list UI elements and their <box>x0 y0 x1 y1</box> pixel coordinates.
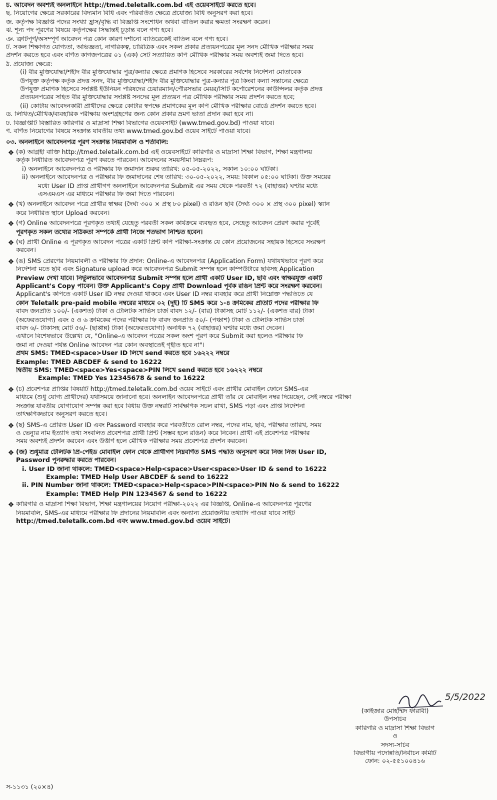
rule-c-line: পূরণকৃত সকল তথ্যের সঠিকতা সম্পর্কে প্রার্থী নিজে শতভাগ নিশ্চিত হবেন। <box>16 228 203 236</box>
rule-e <box>6 258 491 384</box>
rule-f-line: তাৎক্ষণিকভাবে অনুসরণ করতে হবে। <box>16 411 107 419</box>
rule-e-line: Applicant's কপিতে একটি User ID নম্বর দেওয়া থাকবে এবং User ID নম্বর ব্যবহার করে প্রার্থী নিম্নোক্ত পদ্ধতিতে যে <box>16 291 313 299</box>
rule-d-line: (ঘ) প্রার্থী Online এ পূরণকৃত আবেদন পত্রের একটি প্রিন্ট কপি পরীক্ষা-সংক্রান্ত যে কোন প্রয়োজনের সহায়ক হিসেবে সংরক্ষণ <box>16 238 326 246</box>
condition-line: চ. আবেদন অবশ্যই অনলাইনে http://tmed.teletalk.com.bd এই ওয়েবসাইটে করতে হবে। <box>6 2 256 9</box>
rule-e-line: Preview দেখা যাবে। নির্ভুলভাবে আবেদনপত্র Submit সম্পন্ন হলে প্রার্থী একটি User ID, ছবি এবং স্বাক্ষরযুক্ত একটি <box>16 274 323 282</box>
rule-b <box>6 201 491 218</box>
freedom-fighter-line: উপযুক্ত প্রমাণক হিসেবে সংশ্লিষ্ট ইউনিয়ন পরিষদের চেয়ারম্যান/পৌরসভার মেয়র/সিটি কর্পোরেশনের কাউন্সিলর কর্তৃক প্রদত্ত <box>20 86 323 94</box>
pin-recovery-instruction: ii. PIN Number জানা থাকলে: TMED<space>Help<space>PIN<space>PIN No & send to 16222 <box>22 482 340 490</box>
rule-f-line: মাধ্যমে (শুধু যোগ্য প্রার্থীদের) যথাসময়ে জানানো হবে। অনলাইন আবেদনপত্রে প্রার্থী তাঁর যে মোবাইল নম্বর দিয়েছেন, সেই নম্বরে পরীক্ষা <box>16 394 352 402</box>
rule-e-line: জমা না দেওয়া পর্যন্ত Online আবেদন পত্র কোন অবস্থাতেই গৃহীত হবে না"। <box>16 341 205 349</box>
final-note-line: নিয়মাবলি, SMS-এর মাধ্যমে পরীক্ষার ফি প্রদানের নিয়মাবলি এবং অন্যান্য প্রয়োজনীয় তথ্যাদি পাওয়া যাবে সাইট <box>16 509 295 517</box>
bullet-icon: ❖ <box>7 148 15 157</box>
rule-b-line: (খ) অনলাইনে আবেদন পত্রে প্রার্থীর স্বাক্ষর (দৈর্ঘ্য ৩০০ × প্রস্থ ৮০ pixel) ও রঙিন ছবি (দৈর্ঘ্য ৩০০ × প্রস্থ ৩০০ pixel) স্ক্যান <box>16 201 330 209</box>
signature-date: 5/5/2022 <box>445 693 486 703</box>
rule-g-line: (ছ) SMS-এ প্রেরিত User ID এবং Password ব্যবহার করে পরবর্তীতে রোল নম্বর, পদের নাম, ছবি, পরীক্ষার তারিখ, সময় <box>16 421 322 429</box>
condition-line: প্রদর্শন করতে হবে এবং বর্ণিত কাগজপত্রের ০১ (এক) সেট সত্যায়িত কপি মৌখিক পরীক্ষার সময় অবশ্যই জমা দিতে হবে। <box>6 52 304 60</box>
bullet-icon: ❖ <box>7 421 15 430</box>
rule-c <box>6 220 491 237</box>
rule-e-line: (ঙ) SMS প্রেরণের নিয়মাবলী ও পরীক্ষার ফি প্রদান: Online-এ আবেদনপত্র (Application Form) যথাযথভাবে পূরণ করে <box>16 257 324 265</box>
rule-f <box>6 386 491 420</box>
rule-h <box>6 449 491 499</box>
rule-f-line: (চ) প্রবেশপত্র প্রাপ্তির বিষয়টি http://tmed.teletalk.com.bd ওয়েব সাইটে এবং প্রার্থীর মোবাইল ফোনে SMS-এর <box>16 385 309 393</box>
rule-a-line: i) অনলাইনে আবেদনপত্র ও পরীক্ষার ফি জমাদান শুরুর তারিখ: ০৫-০৫-২০২২, সকাল ১০:০০ ঘটিকা। <box>22 165 278 173</box>
rule-e-line: কোন Teletalk pre-paid mobile নম্বরের মাধ্যমে ০২ (দুই) টি SMS করে ১-৪ ক্রমিকের প্রতিটি পদের পরীক্ষার ফি <box>16 299 319 307</box>
rule-e-line: Applicant's Copy পাবেন। উক্ত Applicant's Copy প্রার্থী Download পূর্বক রঙিন প্রিন্ট করে সংরক্ষণ করবেন। <box>16 283 322 290</box>
rule-e-line: বাবদ জনপ্রতি ১০০/- (একশত) টাকা ও টেলিটক সার্ভিস চার্জ বাবদ ১২/- (বার) টাকাসহ মোট ১১২/- (একশত বার) টাকা <box>16 308 315 316</box>
user-id-recovery-example: Example: TMED Help User ABCDEF & send to 16222 <box>46 473 229 481</box>
sms-second-instruction: দ্বিতীয় SMS: TMED<space>Yes<space>PIN লিখে send করতে হবে ১৬২২২ নম্বরে <box>16 367 263 375</box>
sms-second-example: Example: TMED Yes 12345678 & send to 16222 <box>38 375 205 383</box>
condition-line: ঠ. প্রযোজ্য ক্ষেত্রে: <box>6 60 53 68</box>
bullet-icon: ❖ <box>7 501 15 510</box>
rule-a-line: (ক) আগ্রহী বাক্তি http://tmed.teletalk.com.bd এই ওয়েবসাইটে কারিগরি ও মাদ্রাসা শিক্ষা বিভাগ, শিক্ষা মন্ত্রণালয় <box>16 148 312 156</box>
signatory-member-secretary: সদস্য-সচিব <box>380 741 410 749</box>
user-id-recovery-instruction: i. User ID জানা থাকলে: TMED<space>Help<space>User<space>User ID & send to 16222 <box>22 465 327 473</box>
pin-recovery-example: Example: TMED Help PIN 1234567 & send to 16222 <box>46 490 228 498</box>
footer-code: স-১১৩১ (২০×৪) <box>6 784 54 791</box>
rule-d-line: করবেন। <box>16 247 36 255</box>
rule-f-line: সংক্রান্ত যাবতীয় যোগাযোগ সম্পন্ন করা হবে বিধায় উক্ত নম্বরটি সার্বক্ষণিক সচল রাখা, SMS পড়া এবং প্রাপ্ত নির্দেশনা <box>16 402 305 410</box>
rule-d <box>6 239 491 256</box>
signatory-name: (কাইজার মোহাম্মদ ফারাবী) <box>361 708 429 715</box>
condition-line: ঢ. বিজ্ঞপ্তিটি বিস্তারিত কারিগরি ও মাদ্রাসা শিক্ষা বিভাগের ওয়েবসাইট (www.tmed.gov.bd) পাওয়া যাবে। <box>6 119 275 127</box>
condition-line: জ. কর্তৃপক্ষ বিজ্ঞপ্তি পদের সংখ্যা হ্রাস/বৃদ্ধি বা বিজ্ঞপ্তি সংশোধন অথবা বাতিল করার ক্ষমতা সংরক্ষণ করেন। <box>6 18 271 26</box>
rule-g-line: ও ভেন্যুর নাম ইত্যাদি তথ্য সংবলিত প্রবেশপত্র প্রার্থী প্রিন্ট (সম্ভব হলে রঙিন) করে নিবেন। প্রার্থী এই প্রবেশপত্র পরীক্ষার <box>16 429 310 437</box>
rule-g-line: সময় অবশ্যই প্রদর্শন করবেন এবং উত্তীর্ণ হলে মৌখিক পরীক্ষার সময় প্রবেশপত্র প্রদর্শন করবেন। <box>16 438 248 446</box>
freedom-fighter-line: (i) বীর মুক্তিযোদ্ধা/শহীদ বীর মুক্তিযোদ্ধার পুত্র/কন্যার ক্ষেত্রে প্রমাণক হিসেবে সরকারের সর্বশেষ নির্দেশনা মোতাবেক <box>20 69 302 77</box>
bullet-icon: ❖ <box>7 385 15 394</box>
rule-e-line: (অফেরতযোগ্য) এবং ৫ ও ৬ ক্রমিকের পদের পরীক্ষার ফি বাবদ জনপ্রতি ৫০/- (পঞ্চাশ) টাকা ও টেলিটক সার্ভিস চার্জ <box>16 316 304 324</box>
rule-h-line: (জ) শুধুমাত্র টেলিটক প্রি-পেইড মোবাইল ফোন থেকে প্রার্থীগণ নিম্নবর্ণিত SMS পদ্ধতি অনুসরণ করে নিজ নিজ User ID, <box>16 448 327 456</box>
condition-line: ট. সকল শিক্ষাগত যোগ্যতা, অভিজ্ঞতা, নাগরিকত্ব, চারিত্রিক এবং সকল প্রকার প্রত্যয়নপত্রের মূল সনদ মৌখিক পরীক্ষার সময় <box>6 44 314 52</box>
rule-h-line: Password পুনরুদ্ধার করতে পারবেন। <box>16 457 117 465</box>
rule-g <box>6 422 491 447</box>
bullet-icon: ❖ <box>7 238 15 247</box>
bullet-icon: ❖ <box>7 448 15 457</box>
rule-e-line: বাবদ ৬/- টাকাসহ মোট ৫৬/- (ছাপ্পান্ন) টাকা (অফেরতযোগ্য) অনধিক ৭২ (বাহাত্তর) ঘণ্টার মধ্যে জমা দেবেন। <box>16 325 284 333</box>
condition-line: ছ. নিয়োগের ক্ষেত্রে সরকারের বিদ্যমান বিধি এবং পরিবর্তিত ক্ষেত্রে প্রযোজ্য বিধি অনুসরণ করা হবে। <box>6 10 253 18</box>
freedom-fighter-line: (ii) কোটায় আবেদনকারী প্রার্থীদের ক্ষেত্রে কোটার স্বপক্ষে প্রমাণকের মূল কপি মৌখিক পরীক্ষার বোর্ডে প্রদর্শন করতে হবে। <box>20 102 317 110</box>
rule-a-line: ii) অনলাইনে আবেদনপত্র ও পরীক্ষার ফি জমাদানের শেষ তারিখ: ৩০-০৫-২০২২, সময়: বিকাল ০৫:০০ ঘটিকা। উক্ত সময়ের <box>22 174 331 182</box>
final-note-line: কারিগরি ও মাদ্রাসা শিক্ষা বিভাগ, শিক্ষা মন্ত্রণালয়ের নিয়োগ পরীক্ষা-২০২২ এর বিজ্ঞপ্তি, Online-এ আবেদনপত্র পূরণের <box>16 501 312 509</box>
rule-a <box>6 149 491 199</box>
condition-line: ঞ. ত্রুটিপূর্ণ/অসম্পূর্ণ আবেদন পত্র কোন কারণ দর্শানো ব্যতিরেকেই বাতিল বলে গণ্য হবে। <box>6 35 228 43</box>
rule-c-line: (গ) Online আবেদনপত্রে পূরণকৃত তথ্যই যেহেতু পরবর্তী সকল কার্যক্রমে ব্যবহৃত হবে, সেহেতু আবেদন প্রেরণ করার পূর্বেই <box>16 220 320 228</box>
rule-e-line: নির্দেশনা মতে ছবি এবং Signature upload করে আবেদনপত্র Submit সম্পন্ন হলে কম্পিউটারে ছবিসহ Application <box>16 266 315 274</box>
freedom-fighter-line: উপযুক্ত কর্তৃপক্ষ কর্তৃক প্রদত্ত সনদ, বীর মুক্তিযোদ্ধা/শহীদ বীর মুক্তিযোদ্ধার পুত্র-কন্যার পুত্র কিংবা কন্যা সন্তানের ক্ষেত্রে <box>20 77 308 85</box>
rule-a-line: এসএমএস এর মাধ্যমে পরীক্ষার ফি জমা দিতে পারবেন। <box>38 190 175 198</box>
sms-first-example: Example: TMED ABCDEF & send to 16222 <box>16 358 162 366</box>
freedom-fighter-line: প্রত্যয়নপত্রের সহিত বীর মুক্তিযোদ্ধার সংশ্লিষ্ট সনদের মূল প্রত্যয়ন পত্র মৌখিক পরীক্ষার সময় প্রদর্শন করতে হবে; <box>20 94 295 102</box>
signatory-committee: বিভাগীয় পদোন্নতি/নির্বাচন কমিটি <box>353 750 437 758</box>
rule-b-line: করে নির্ধারিত স্থানে Upload করবেন। <box>16 209 110 217</box>
bullet-icon: ❖ <box>7 201 15 210</box>
final-note <box>6 501 491 526</box>
rule-a-line: কর্তৃক নির্ধারিত আবেদনপত্র পূরণ করতে পারবেন। আবেদনের সময়সীমা নিম্নরূপ: <box>16 157 214 165</box>
rule-a-line: মধ্যে User ID প্রাপ্ত প্রার্থীগণ অনলাইনে আবেদনপত্র Submit এর সময় থেকে পরবর্তী ৭২ (বাহাত্তর) ঘণ্টার মধ্যে <box>38 182 318 190</box>
general-conditions <box>6 2 491 137</box>
bullet-icon: ❖ <box>7 257 15 266</box>
bullet-icon: ❖ <box>7 220 15 229</box>
rule-e-line: এখানে বিশেষভাবে উল্লেখ্য যে, "Online-এ আবেদন পত্রের সকল অংশ পূরণ করে Submit করা হলেও পরীক্ষার ফি <box>16 333 303 341</box>
condition-line: ড. লিখিত/মৌখিক/ব্যবহারিক পরীক্ষায় অংশগ্রহণের জন্য কোন প্রকার ভ্রমণ ভাতা প্রদান করা হবে না। <box>6 111 254 119</box>
section-3-title: ০৩. অনলাইনে আবেদনপত্র পূরণ সংক্রান্ত নিয়মাবলি ও শর্তাবলি: <box>6 138 169 146</box>
condition-line: ণ. বর্ণিত নিয়োগের বিষয়ে সংক্রান্ত যাবতীয় তথ্য www.tmed.gov.bd ওয়েব সাইটে পাওয়া যাবে। <box>6 128 251 136</box>
signature-block <box>300 708 490 767</box>
signatory-title: উপসচিব <box>383 716 407 724</box>
condition-line: ঝ. শূন্য পদ পূরণের বিষয়ে কর্তৃপক্ষের সিদ্ধান্তই চূড়ান্ত বলে গণ্য হবে। <box>6 27 173 35</box>
sms-first-instruction: প্রথম SMS: TMED<space>User ID লিখে send করতে হবে ১৬২২২ নম্বরে <box>16 350 230 358</box>
final-note-line: http://tmed.teletalk.com.bd এবং www.tmed.gov.bd ওয়েব সাইটে। <box>16 517 231 525</box>
signatory-and: ও <box>392 733 398 741</box>
signatory-division: কারিগরি ও মাদ্রাসা শিক্ষা বিভাগ <box>355 724 435 732</box>
signatory-phone: ফোন: ০২-৫৫১০০৪১৬ <box>364 758 426 766</box>
